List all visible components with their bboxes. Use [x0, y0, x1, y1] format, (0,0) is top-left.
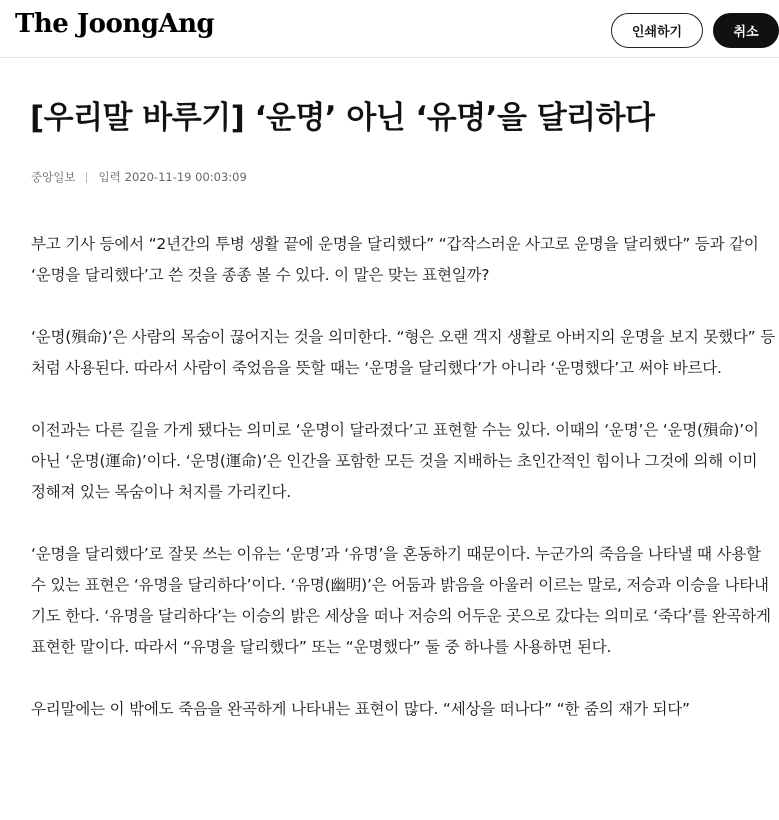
- site-logo[interactable]: The JoongAng: [15, 9, 215, 39]
- site-header: [0, 0, 779, 58]
- article-source: 중앙일보: [31, 170, 76, 184]
- meta-divider: [86, 172, 87, 183]
- article-paragraph: 우리말에는 이 밖에도 죽음을 완곡하게 나타내는 표현이 많다. “세상을 떠나다” “한 줌의 재가 되다”: [31, 700, 690, 718]
- cancel-button[interactable]: 취소: [713, 13, 779, 48]
- article-paragraph: ‘운명을 달리했다’로 잘못 쓰는 이유는 ‘운명’과 ‘유명’을 혼동하기 때문이다. 누군가의 죽음을 나타낼 때 사용할 수 있는 표현은 ‘유명을 달리하다’이다. ‘유명(幽明)’은 어둠과 밝음을 아울러 이르는 말로, 저승과 이승을 나타내기도 한다. ‘유명을 달리하다’는 이승의 밝은 세상을 떠나 저승의 어두운 곳으로 갔다는 의미로 ‘죽다’를 완곡하게 표현한 말이다. 따라서 “유명을 달리했다” 또는 “운명했다” 둘 중 하나를 사용하면 된다.: [31, 545, 771, 656]
- article-date: 2020-11-19 00:03:09: [124, 170, 247, 184]
- article-body: [31, 229, 775, 725]
- print-button[interactable]: 인쇄하기: [611, 13, 703, 48]
- article-paragraph: ‘운명(殞命)’은 사람의 목숨이 끊어지는 것을 의미한다. “형은 오랜 객지 생활로 아버지의 운명을 보지 못했다” 등처럼 사용된다. 따라서 사람이 죽었음을 뜻할 때는 ‘운명을 달리했다’가 아니라 ‘운명했다’고 써야 바르다.: [31, 328, 776, 377]
- article-paragraph: 이전과는 다른 길을 가게 됐다는 의미로 ‘운명이 달라졌다’고 표현할 수는 있다. 이때의 ‘운명’은 ‘운명(殞命)’이 아닌 ‘운명(運命)’이다. ‘운명(運命)’은 인간을 포함한 모든 것을 지배하는 초인간적인 힘이나 그것에 의해 이미 정해져 있는 목숨이나 처지를 가리킨다.: [31, 421, 759, 501]
- article-meta: [31, 169, 247, 185]
- article-title: [우리말 바루기] ‘운명’ 아닌 ‘유명’을 달리하다: [30, 100, 655, 136]
- date-label: 입력: [98, 170, 121, 184]
- article-paragraph: 부고 기사 등에서 “2년간의 투병 생활 끝에 운명을 달리했다” “갑작스러운 사고로 운명을 달리했다” 등과 같이 ‘운명을 달리했다’고 쓴 것을 종종 볼 수 있다. 이 말은 맞는 표현일까?: [31, 235, 759, 284]
